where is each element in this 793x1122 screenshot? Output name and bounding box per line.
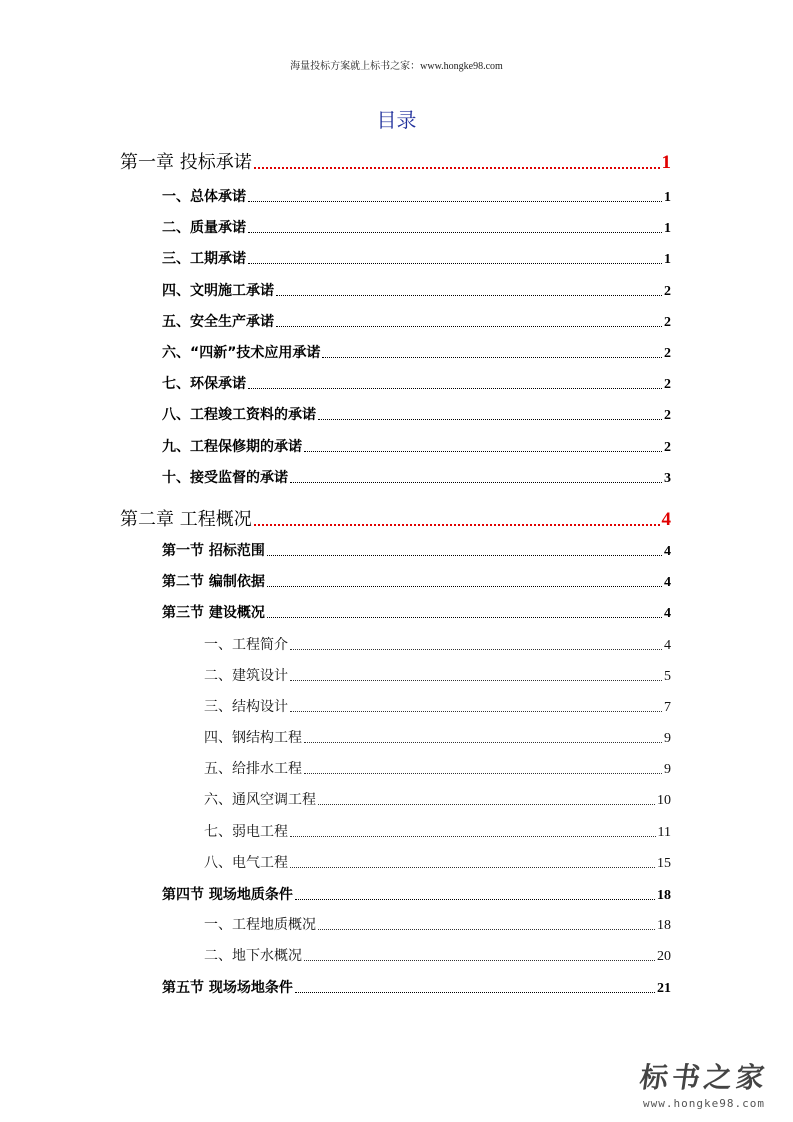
toc-leader-dots (267, 554, 662, 556)
toc-leader-dots (295, 898, 655, 900)
toc-leader-dots (290, 679, 662, 681)
toc-entry-label: 第二节 编制依据 (162, 574, 265, 590)
toc-leader-dots (304, 741, 662, 743)
toc-section-entry[interactable] (162, 884, 671, 904)
toc-entry-label: 第四节 现场地质条件 (162, 887, 293, 903)
brand-logo (629, 1061, 779, 1110)
toc-leader-dots (248, 387, 662, 389)
toc-leader-dots (318, 928, 655, 930)
toc-entry-page: 9 (664, 762, 671, 777)
toc-leader-dots (304, 772, 662, 774)
toc-section-entry[interactable] (162, 186, 671, 206)
toc-entry-page: 7 (664, 700, 671, 715)
toc-leader-dots (248, 262, 662, 264)
toc-section-entry[interactable] (162, 602, 671, 622)
toc-section-entry[interactable] (162, 373, 671, 393)
logo-url: www.hongke98.com (643, 1097, 765, 1110)
toc-entry-page: 4 (664, 575, 671, 590)
toc-entry-label: 第一章 投标承诺 (120, 152, 252, 173)
toc-entry-page: 2 (664, 346, 671, 361)
toc-entry-label: 第五节 现场场地条件 (162, 980, 293, 996)
toc-section-entry[interactable] (162, 217, 671, 237)
toc-leader-dots (254, 523, 660, 526)
toc-leader-dots (322, 356, 662, 358)
toc-subsection-entry[interactable] (204, 634, 671, 654)
toc-entry-page: 10 (657, 793, 671, 808)
toc-section-entry[interactable] (162, 977, 671, 997)
toc-leader-dots (290, 710, 662, 712)
toc-subsection-entry[interactable] (204, 821, 671, 841)
toc-entry-label: 八、工程竣工资料的承诺 (162, 407, 316, 423)
toc-section-entry[interactable] (162, 248, 671, 268)
toc-subsection-entry[interactable] (204, 945, 671, 965)
toc-entry-page: 2 (664, 284, 671, 299)
toc-entry-label: 八、电气工程 (204, 855, 288, 871)
toc-entry-page: 18 (657, 918, 671, 933)
toc-section-entry[interactable] (162, 540, 671, 560)
toc-chapter-entry[interactable] (120, 148, 671, 174)
toc-entry-label: 一、工程地质概况 (204, 917, 316, 933)
toc-section-entry[interactable] (162, 467, 671, 487)
toc-subsection-entry[interactable] (204, 665, 671, 685)
toc-leader-dots (295, 991, 655, 993)
toc-leader-dots (267, 616, 662, 618)
toc-entry-label: 六、通风空调工程 (204, 792, 316, 808)
toc-entry-page: 11 (657, 825, 671, 840)
toc-entry-page: 9 (664, 731, 671, 746)
toc-entry-label: 五、给排水工程 (204, 761, 302, 777)
toc-leader-dots (290, 866, 655, 868)
toc-entry-label: 第三节 建设概况 (162, 605, 265, 621)
toc-entry-page: 5 (664, 669, 671, 684)
toc-entry-page: 15 (657, 856, 671, 871)
toc-subsection-entry[interactable] (204, 758, 671, 778)
toc-entry-page: 4 (664, 638, 671, 653)
toc-entry-label: 七、环保承诺 (162, 376, 246, 392)
toc-subsection-entry[interactable] (204, 727, 671, 747)
toc-section-entry[interactable] (162, 280, 671, 300)
toc-entry-label: 二、建筑设计 (204, 668, 288, 684)
toc-leader-dots (254, 166, 660, 169)
toc-entry-page: 21 (657, 981, 671, 996)
toc-entry-label: 一、工程简介 (204, 637, 288, 653)
toc-entry-page: 20 (657, 949, 671, 964)
toc-entry-page: 3 (664, 471, 671, 486)
toc-leader-dots (290, 648, 662, 650)
toc-subsection-entry[interactable] (204, 789, 671, 809)
logo-text: 标书之家 (637, 1061, 771, 1094)
toc-entry-label: 二、地下水概况 (204, 948, 302, 964)
toc-leader-dots (276, 325, 662, 327)
toc-leader-dots (304, 450, 662, 452)
toc-section-entry[interactable] (162, 342, 671, 362)
toc-entry-label: 四、钢结构工程 (204, 730, 302, 746)
toc-leader-dots (304, 959, 655, 961)
toc-leader-dots (276, 294, 662, 296)
toc-section-entry[interactable] (162, 311, 671, 331)
toc-entry-label: 六、“四新”技术应用承诺 (162, 345, 321, 361)
toc-entry-label: 七、弱电工程 (204, 824, 288, 840)
toc-entry-label: 九、工程保修期的承诺 (162, 439, 302, 455)
toc-entry-label: 一、总体承诺 (162, 189, 246, 205)
toc-entry-label: 四、文明施工承诺 (162, 283, 274, 299)
toc-leader-dots (318, 418, 662, 420)
toc-entry-label: 第一节 招标范围 (162, 543, 265, 559)
toc-entry-page: 18 (657, 888, 671, 903)
page-header: 海量投标方案就上标书之家：www.hongke98.com (290, 61, 503, 72)
toc-entry-label: 五、安全生产承诺 (162, 314, 274, 330)
toc-title: 目录 (376, 108, 417, 132)
toc-leader-dots (248, 200, 662, 202)
toc-entry-page: 2 (664, 315, 671, 330)
toc-entry-page: 4 (664, 606, 671, 621)
toc-entry-label: 第二章 工程概况 (120, 509, 252, 530)
toc-subsection-entry[interactable] (204, 914, 671, 934)
toc-leader-dots (290, 835, 656, 837)
toc-entry-page: 1 (664, 190, 671, 205)
toc-entry-page: 2 (664, 440, 671, 455)
toc-entry-label: 十、接受监督的承诺 (162, 470, 288, 486)
toc-entry-label: 三、结构设计 (204, 699, 288, 715)
toc-entry-label: 三、工期承诺 (162, 251, 246, 267)
toc-subsection-entry[interactable] (204, 852, 671, 872)
toc-entry-page: 1 (664, 252, 671, 267)
toc-entry-label: 二、质量承诺 (162, 220, 246, 236)
toc-leader-dots (318, 803, 655, 805)
toc-entry-page: 2 (664, 408, 671, 423)
toc-chapter-entry[interactable] (120, 505, 671, 531)
toc-entry-page: 2 (664, 377, 671, 392)
toc-leader-dots (290, 481, 662, 483)
toc-subsection-entry[interactable] (204, 696, 671, 716)
toc-section-entry[interactable] (162, 404, 671, 424)
toc-section-entry[interactable] (162, 436, 671, 456)
toc-entry-page: 4 (664, 544, 671, 559)
toc-leader-dots (248, 231, 662, 233)
toc-entry-page: 1 (664, 221, 671, 236)
toc-section-entry[interactable] (162, 571, 671, 591)
toc-entry-page: 1 (661, 152, 671, 173)
toc-leader-dots (267, 585, 662, 587)
toc-entry-page: 4 (661, 509, 671, 530)
